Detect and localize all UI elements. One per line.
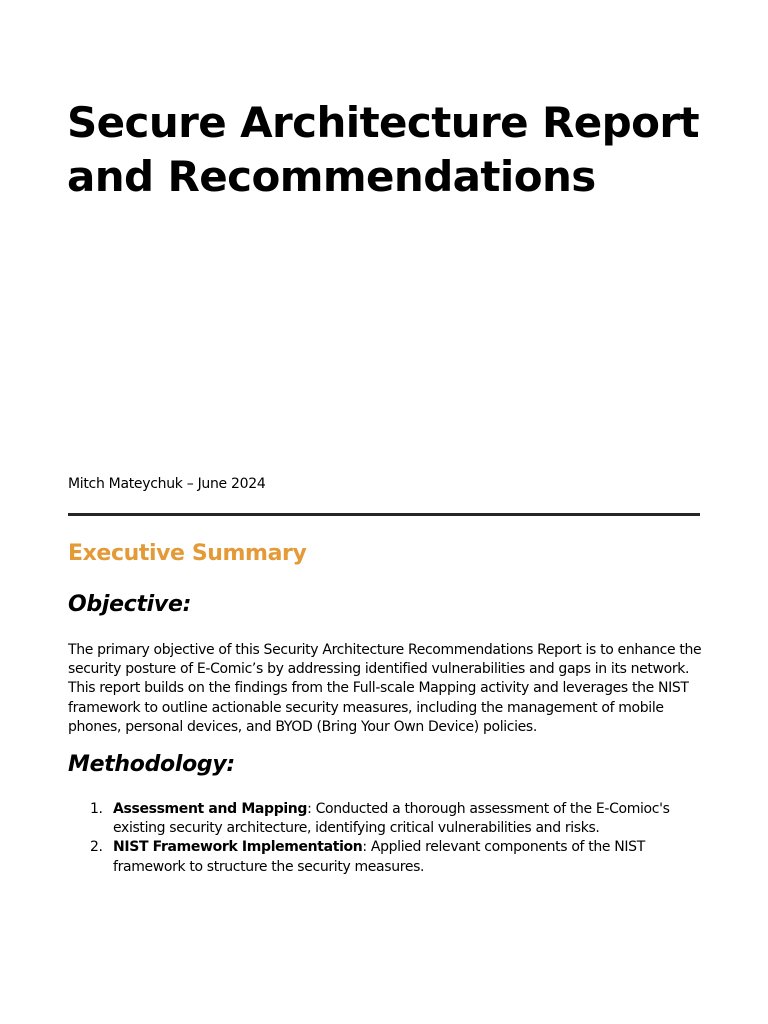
objective-line: framework to outline actionable security measures, including the management of mobile	[68, 699, 664, 716]
objective-heading: Objective:	[68, 592, 192, 617]
document-title	[67, 96, 717, 204]
methodology-heading: Methodology:	[68, 752, 235, 777]
document-title-line-2: and Recommendations	[67, 152, 596, 201]
list-number: 1.	[90, 801, 103, 817]
objective-paragraph	[68, 641, 708, 737]
list-item-first-line	[113, 838, 708, 857]
list-item-continuation: existing security architecture, identifying critical vulnerabilities and risks.	[113, 820, 600, 837]
methodology-list-item	[68, 838, 708, 876]
objective-line: The primary objective of this Security Architecture Recommendations Report is to enhance the	[68, 642, 702, 658]
list-item-term: Assessment and Mapping	[113, 801, 308, 817]
list-item-term: NIST Framework Implementation	[113, 839, 363, 856]
author-date-line: Mitch Mateychuk – June 2024	[68, 476, 266, 492]
executive-summary-heading: Executive Summary	[68, 541, 307, 566]
objective-line: phones, personal devices, and BYOD (Bring Your Own Device) policies.	[68, 718, 537, 735]
horizontal-divider	[68, 513, 700, 516]
list-number: 2.	[90, 839, 103, 856]
list-item-continuation: framework to structure the security measures.	[113, 858, 425, 875]
document-title-line-1: Secure Architecture Report	[67, 98, 699, 147]
objective-line: This report builds on the findings from the Full-scale Mapping activity and leverages the NIST	[68, 680, 689, 697]
list-item-first-line	[113, 800, 708, 819]
objective-line: security posture of E-Comic’s by addressing identified vulnerabilities and gaps in its network.	[68, 661, 690, 678]
list-item-text: : Applied relevant components of the NIST	[362, 839, 645, 856]
list-item-text: : Conducted a thorough assessment of the E-Comioc's	[307, 801, 670, 817]
methodology-list-item	[68, 800, 708, 838]
methodology-list	[68, 800, 708, 877]
